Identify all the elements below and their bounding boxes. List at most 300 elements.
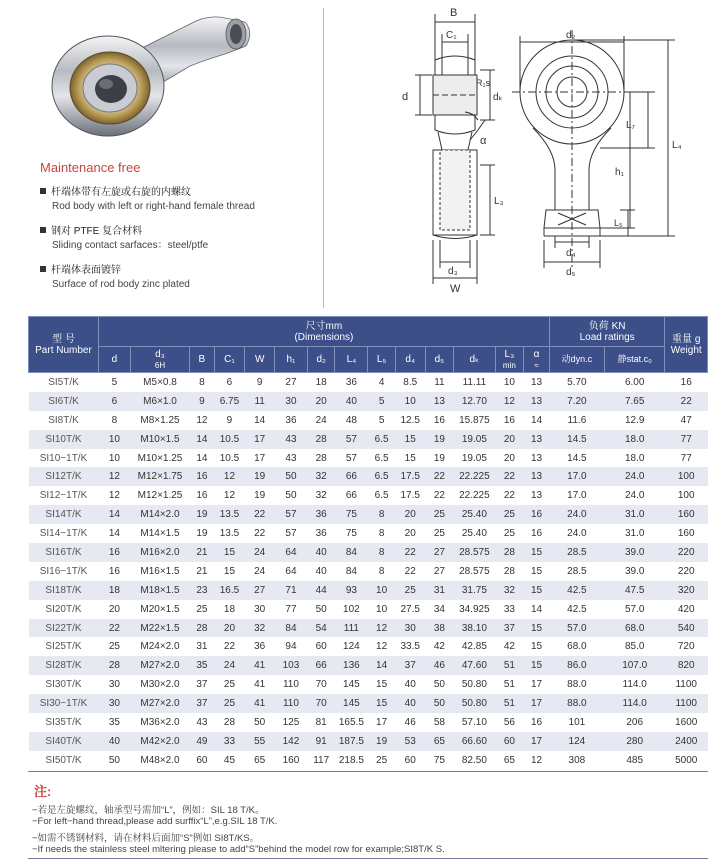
- table-cell: 40: [335, 392, 368, 411]
- table-cell: 160: [677, 528, 695, 540]
- table-cell: 57.10: [461, 716, 487, 728]
- label-B: B: [450, 7, 458, 19]
- table-cell: 100: [665, 467, 708, 486]
- table-cell: 27: [433, 565, 445, 577]
- table-cell: 8: [368, 505, 396, 524]
- table-cell: 125: [282, 716, 300, 728]
- table-cell: 8: [199, 376, 205, 388]
- note-line: −如需不锈钢材料，请在材料后面加“S”例如 SI8T/KS。: [32, 833, 260, 844]
- table-cell: 84: [335, 543, 368, 562]
- table-cell: 114.0: [604, 694, 664, 713]
- table-cell: 75: [335, 505, 368, 524]
- table-cell: 14: [108, 528, 120, 540]
- table-cell: 47.5: [604, 581, 664, 600]
- table-row: [29, 581, 708, 600]
- table-cell: 17: [254, 452, 266, 464]
- label-L3: L₃: [494, 196, 504, 207]
- table-cell: 31.75: [454, 581, 495, 600]
- table-cell: 13: [524, 392, 550, 411]
- table-cell: 6.75: [214, 392, 245, 411]
- table-cell: M6×1.0: [130, 392, 189, 411]
- table-cell: 84: [275, 619, 308, 638]
- table-row: [29, 486, 708, 505]
- table-cell: 50: [285, 490, 297, 502]
- table-cell: 30: [108, 679, 120, 691]
- table-cell: 81: [315, 716, 327, 728]
- note-line: −For left−hand thread,please add surffix“L”,e.g.SIL 18 T/K.: [32, 816, 278, 827]
- table-cell: 5000: [675, 754, 698, 766]
- table-cell: 187.5: [335, 732, 368, 751]
- table-row: [29, 713, 708, 732]
- table-cell: 18.0: [604, 430, 664, 449]
- table-cell: 28: [503, 565, 515, 577]
- table-row: [29, 505, 708, 524]
- table-cell: 27.5: [400, 603, 420, 615]
- table-cell: 19: [196, 528, 208, 540]
- table-cell: 19: [433, 452, 445, 464]
- table-cell: 22.225: [459, 490, 490, 502]
- note-line: −若是左旋螺纹，轴承型号需加“L”，例如：SIL 18 T/K。: [32, 805, 265, 816]
- table-cell: 41: [245, 694, 275, 713]
- table-cell: 8: [378, 528, 385, 540]
- table-cell: 30: [98, 694, 130, 713]
- table-cell: 47: [680, 414, 692, 426]
- table-cell: 57.0: [624, 603, 645, 615]
- col-stat: 静stat.c₀: [604, 347, 664, 373]
- table-cell: 114.0: [622, 679, 647, 691]
- table-cell: 12.5: [400, 414, 420, 426]
- table-cell: 19: [425, 430, 454, 449]
- table-cell: 56: [503, 716, 515, 728]
- table-cell: M16×2.0: [130, 543, 189, 562]
- table-cell: 93: [335, 581, 368, 600]
- table-row: [29, 411, 708, 430]
- table-cell: 32: [315, 490, 327, 502]
- table-cell: 15: [214, 543, 245, 562]
- table-row: [29, 392, 708, 411]
- table-cell: 20: [214, 619, 245, 638]
- table-cell: 124: [343, 641, 360, 653]
- part-number-cell: SI35T/K: [45, 716, 82, 728]
- col-h1: h₁: [275, 347, 308, 373]
- table-cell: 5: [111, 376, 118, 388]
- table-cell: 9: [226, 414, 233, 426]
- table-cell: 24: [214, 656, 245, 675]
- table-cell: 1100: [665, 694, 708, 713]
- part-number-cell: SI16T/K: [29, 543, 99, 562]
- part-number-cell: SI30T/K: [45, 679, 82, 691]
- part-number-cell: SI28T/K: [29, 656, 99, 675]
- table-cell: 107.0: [604, 656, 664, 675]
- table-cell: 6.5: [374, 490, 389, 502]
- table-cell: 50.80: [454, 694, 495, 713]
- table-cell: 15: [524, 543, 550, 562]
- table-cell: 22: [425, 467, 454, 486]
- col-L4: L₄: [335, 347, 368, 373]
- table-cell: 160: [282, 754, 300, 766]
- table-cell: 22: [245, 505, 275, 524]
- table-cell: 18: [315, 376, 327, 388]
- part-number-cell: SI16−1T/K: [39, 565, 88, 577]
- table-row: [29, 449, 708, 468]
- label-dk: dₖ: [493, 92, 503, 103]
- table-cell: M16×1.5: [140, 565, 180, 577]
- table-cell: 13: [530, 376, 543, 388]
- table-cell: 280: [604, 732, 664, 751]
- table-cell: M20×1.5: [140, 603, 180, 615]
- col-dyn: 动dyn.c: [549, 347, 604, 373]
- table-cell: 8: [368, 543, 396, 562]
- table-cell: 16: [98, 543, 130, 562]
- part-number-cell: SI18T/K: [29, 581, 99, 600]
- table-cell: 12: [98, 467, 130, 486]
- table-cell: 8.5: [403, 376, 418, 388]
- table-cell: 53: [395, 732, 425, 751]
- table-cell: 64: [275, 543, 308, 562]
- table-cell: 540: [665, 619, 708, 638]
- table-cell: 22: [495, 467, 524, 486]
- table-cell: 10.5: [219, 452, 240, 464]
- table-cell: 22: [254, 528, 266, 540]
- table-cell: 20: [495, 430, 524, 449]
- table-cell: 77: [285, 603, 297, 615]
- label-L4: L₄: [672, 140, 682, 151]
- table-cell: 22: [404, 565, 416, 577]
- table-cell: 18: [223, 603, 236, 615]
- table-cell: 31.0: [624, 528, 645, 540]
- table-cell: 36: [285, 414, 297, 426]
- table-cell: M10×1.5: [130, 430, 189, 449]
- table-cell: 15: [404, 452, 416, 464]
- table-cell: 39.0: [624, 565, 645, 577]
- table-cell: 17: [376, 716, 388, 728]
- part-number-cell: SI40T/K: [29, 732, 99, 751]
- table-cell: 308: [568, 754, 586, 766]
- table-cell: 34: [433, 603, 445, 615]
- col-L3: L₃ min: [495, 347, 524, 373]
- part-number-cell: SI14T/K: [29, 505, 99, 524]
- table-cell: 40: [395, 694, 425, 713]
- table-cell: 25: [376, 754, 388, 766]
- table-cell: 42: [433, 641, 445, 653]
- table-cell: 15: [524, 581, 550, 600]
- table-cell: 43: [196, 716, 208, 728]
- table-cell: M36×2.0: [140, 716, 180, 728]
- table-cell: 44: [307, 581, 335, 600]
- table-cell: 57: [335, 430, 368, 449]
- label-h1: h₁: [615, 167, 624, 178]
- table-cell: M14×2.0: [130, 505, 189, 524]
- table-cell: 10: [368, 581, 396, 600]
- table-cell: 145: [335, 694, 368, 713]
- table-cell: 720: [677, 641, 695, 653]
- table-cell: 33: [214, 732, 245, 751]
- table-cell: 28: [315, 452, 327, 464]
- table-cell: 84: [345, 565, 357, 577]
- table-cell: 25: [395, 581, 425, 600]
- table-cell: 70: [307, 694, 335, 713]
- table-cell: 16: [680, 376, 692, 388]
- notes-box: [28, 771, 708, 859]
- table-cell: 38: [425, 619, 454, 638]
- table-cell: 117: [313, 754, 330, 766]
- table-cell: 124: [549, 732, 604, 751]
- part-number-cell: SI12−1T/K: [39, 490, 88, 502]
- table-cell: 24: [315, 414, 327, 426]
- table-row: [29, 543, 708, 562]
- table-cell: 12: [223, 490, 236, 502]
- label-d3: d₃: [448, 266, 458, 277]
- table-cell: M8×1.25: [140, 414, 180, 426]
- table-cell: 320: [665, 581, 708, 600]
- table-row: [29, 637, 708, 656]
- label-d4: d₄: [566, 248, 576, 259]
- table-cell: 25.40: [454, 505, 495, 524]
- table-cell: 54: [307, 619, 335, 638]
- table-cell: 16.5: [214, 581, 245, 600]
- table-cell: 15: [376, 679, 388, 691]
- col-d: d: [98, 347, 130, 373]
- table-cell: 12.9: [624, 414, 645, 426]
- table-cell: 68.0: [604, 619, 664, 638]
- label-d2: d₂: [566, 30, 576, 41]
- table-row: [29, 732, 708, 751]
- table-cell: 15: [223, 565, 236, 577]
- col-dk: dₖ: [454, 347, 495, 373]
- feature-en: Rod body with left or right-hand female thread: [52, 201, 255, 212]
- part-number-cell: SI22T/K: [29, 619, 99, 638]
- col-d4: d₄: [395, 347, 425, 373]
- table-cell: 17: [245, 430, 275, 449]
- table-row: [29, 656, 708, 675]
- table-cell: 41: [245, 656, 275, 675]
- table-cell: 57: [345, 452, 357, 464]
- table-cell: 25: [108, 641, 120, 653]
- table-cell: M27×2.0: [130, 694, 189, 713]
- table-cell: 16: [190, 467, 214, 486]
- table-cell: 88.0: [549, 694, 604, 713]
- table-row: [29, 675, 708, 694]
- table-cell: 17: [524, 694, 550, 713]
- table-cell: 33.5: [400, 641, 420, 653]
- header-dimensions: 尺寸mm (Dimensions): [98, 317, 549, 347]
- col-d3: d₃ 6H: [130, 347, 189, 373]
- table-cell: 420: [677, 603, 695, 615]
- table-cell: 20: [503, 452, 515, 464]
- maintenance-heading: Maintenance free: [40, 160, 141, 175]
- table-cell: 42.5: [567, 603, 587, 615]
- table-row: [29, 694, 708, 713]
- table-cell: 12.70: [454, 392, 495, 411]
- feature-item: [40, 225, 208, 253]
- table-cell: M22×1.5: [130, 619, 189, 638]
- table-cell: M27×2.0: [130, 656, 189, 675]
- table-cell: 16: [196, 490, 208, 502]
- table-cell: 12: [108, 490, 120, 502]
- part-number-cell: SI30−1T/K: [29, 694, 99, 713]
- table-cell: 46: [425, 656, 454, 675]
- table-cell: 24.0: [604, 467, 664, 486]
- table-cell: 49: [190, 732, 214, 751]
- table-cell: 218.5: [338, 754, 364, 766]
- table-cell: 10: [108, 452, 120, 464]
- table-cell: 20: [395, 505, 425, 524]
- table-cell: 60: [495, 732, 524, 751]
- table-cell: 71: [275, 581, 308, 600]
- col-W: W: [245, 347, 275, 373]
- table-cell: M12×1.25: [137, 490, 183, 502]
- table-cell: 28.575: [454, 543, 495, 562]
- table-cell: 40: [404, 679, 416, 691]
- table-row: [29, 467, 708, 486]
- col-B: B: [190, 347, 214, 373]
- table-cell: 6.5: [368, 467, 396, 486]
- table-cell: 14: [530, 603, 543, 615]
- col-d5: d₅: [425, 347, 454, 373]
- table-cell: 39.0: [604, 543, 664, 562]
- table-cell: 36: [345, 376, 357, 388]
- feature-item: [40, 264, 190, 292]
- table-cell: 28.5: [549, 543, 604, 562]
- table-cell: 110: [282, 679, 299, 691]
- col-C1: C₁: [214, 347, 245, 373]
- table-cell: 94: [285, 641, 297, 653]
- table-cell: 91: [307, 732, 335, 751]
- table-cell: M12×1.75: [130, 467, 189, 486]
- table-cell: 25: [433, 528, 445, 540]
- label-W: W: [450, 283, 461, 295]
- table-cell: 16: [108, 565, 120, 577]
- col-alpha: α ≈: [524, 347, 550, 373]
- part-number-cell: SI5T/K: [48, 376, 79, 388]
- table-cell: 12: [214, 467, 245, 486]
- table-cell: 13: [524, 467, 550, 486]
- table-cell: 47.60: [454, 656, 495, 675]
- table-cell: 485: [626, 754, 644, 766]
- table-cell: 32: [495, 581, 524, 600]
- table-cell: 58: [433, 716, 445, 728]
- table-cell: 13.5: [214, 505, 245, 524]
- table-cell: M24×2.0: [140, 641, 180, 653]
- col-L5: L₅: [368, 347, 396, 373]
- label-alpha: α: [480, 135, 487, 147]
- table-cell: 25: [196, 603, 208, 615]
- table-row: [29, 373, 708, 392]
- table-cell: 50: [425, 694, 454, 713]
- label-d5: d₅: [566, 267, 576, 278]
- header-load-ratings: 负荷 KN Load ratings: [549, 317, 665, 347]
- table-cell: 111: [335, 619, 368, 638]
- feature-cn: 杆端体表面镀锌: [51, 265, 121, 276]
- label-L5: L₅: [614, 218, 623, 228]
- table-cell: 14.5: [549, 430, 604, 449]
- table-cell: 5: [368, 392, 396, 411]
- table-cell: 28: [223, 716, 236, 728]
- table-cell: 15: [524, 619, 550, 638]
- table-cell: 14.5: [567, 452, 587, 464]
- table-cell: 27: [245, 581, 275, 600]
- label-d: d: [402, 91, 409, 103]
- table-cell: 14: [98, 505, 130, 524]
- table-cell: 31: [196, 641, 208, 653]
- table-cell: 17: [524, 732, 550, 751]
- table-cell: 102: [343, 603, 360, 615]
- table-cell: 12: [495, 392, 524, 411]
- table-cell: 41: [254, 679, 266, 691]
- table-cell: 38.10: [454, 619, 495, 638]
- table-cell: 15: [395, 430, 425, 449]
- header-weight: 重量 g Weight: [665, 317, 708, 373]
- table-cell: 13: [530, 452, 543, 464]
- part-number-cell: SI20T/K: [45, 603, 82, 615]
- table-cell: 14: [530, 414, 543, 426]
- table-cell: 220: [665, 543, 708, 562]
- table-cell: 57.0: [549, 619, 604, 638]
- table-cell: 15: [368, 694, 396, 713]
- table-cell: 142: [275, 732, 308, 751]
- table-cell: 21: [196, 565, 208, 577]
- table-cell: 28.5: [567, 565, 587, 577]
- table-cell: 25: [503, 528, 515, 540]
- table-cell: 24.0: [567, 528, 587, 540]
- rod-end-photo: [40, 4, 255, 144]
- table-cell: 50: [254, 716, 266, 728]
- table-cell: 60: [196, 754, 208, 766]
- table-cell: 50.80: [461, 679, 487, 691]
- table-cell: 37: [495, 619, 524, 638]
- table-cell: 14: [254, 414, 266, 426]
- table-cell: 12: [376, 641, 388, 653]
- table-cell: 68.0: [567, 641, 587, 653]
- table-cell: 17.5: [400, 490, 420, 502]
- table-cell: 11.6: [567, 414, 587, 426]
- col-d2: d₂: [307, 347, 335, 373]
- header-part-number: 型 号 Part Number: [29, 317, 99, 373]
- table-cell: 46: [404, 716, 416, 728]
- table-row: [29, 524, 708, 543]
- part-number-cell: SI12T/K: [29, 467, 99, 486]
- table-cell: 50: [108, 754, 120, 766]
- table-cell: 50: [275, 467, 308, 486]
- table-cell: 60: [315, 641, 327, 653]
- label-C1: C₁: [446, 30, 457, 41]
- table-cell: 14: [196, 452, 208, 464]
- table-cell: 22: [433, 490, 445, 502]
- technical-drawing: [330, 0, 719, 310]
- table-cell: 88.0: [567, 679, 587, 691]
- table-cell: 42.5: [549, 581, 604, 600]
- table-cell: 25: [223, 679, 236, 691]
- table-cell: 24.0: [549, 505, 604, 524]
- table-cell: 31: [425, 581, 454, 600]
- table-cell: 37: [190, 694, 214, 713]
- table-cell: M14×1.5: [140, 528, 180, 540]
- table-cell: 25.40: [461, 528, 487, 540]
- table-cell: 42.85: [461, 641, 487, 653]
- table-cell: 65: [254, 754, 266, 766]
- table-cell: 50: [315, 603, 327, 615]
- table-cell: 17.5: [395, 467, 425, 486]
- table-cell: 13: [524, 430, 550, 449]
- table-cell: 101: [568, 716, 586, 728]
- table-cell: 75: [345, 528, 357, 540]
- table-cell: 160: [665, 505, 708, 524]
- table-cell: 10: [395, 392, 425, 411]
- table-cell: 24: [245, 543, 275, 562]
- table-cell: 65: [425, 732, 454, 751]
- table-cell: 77: [665, 430, 708, 449]
- table-cell: 4: [378, 376, 385, 388]
